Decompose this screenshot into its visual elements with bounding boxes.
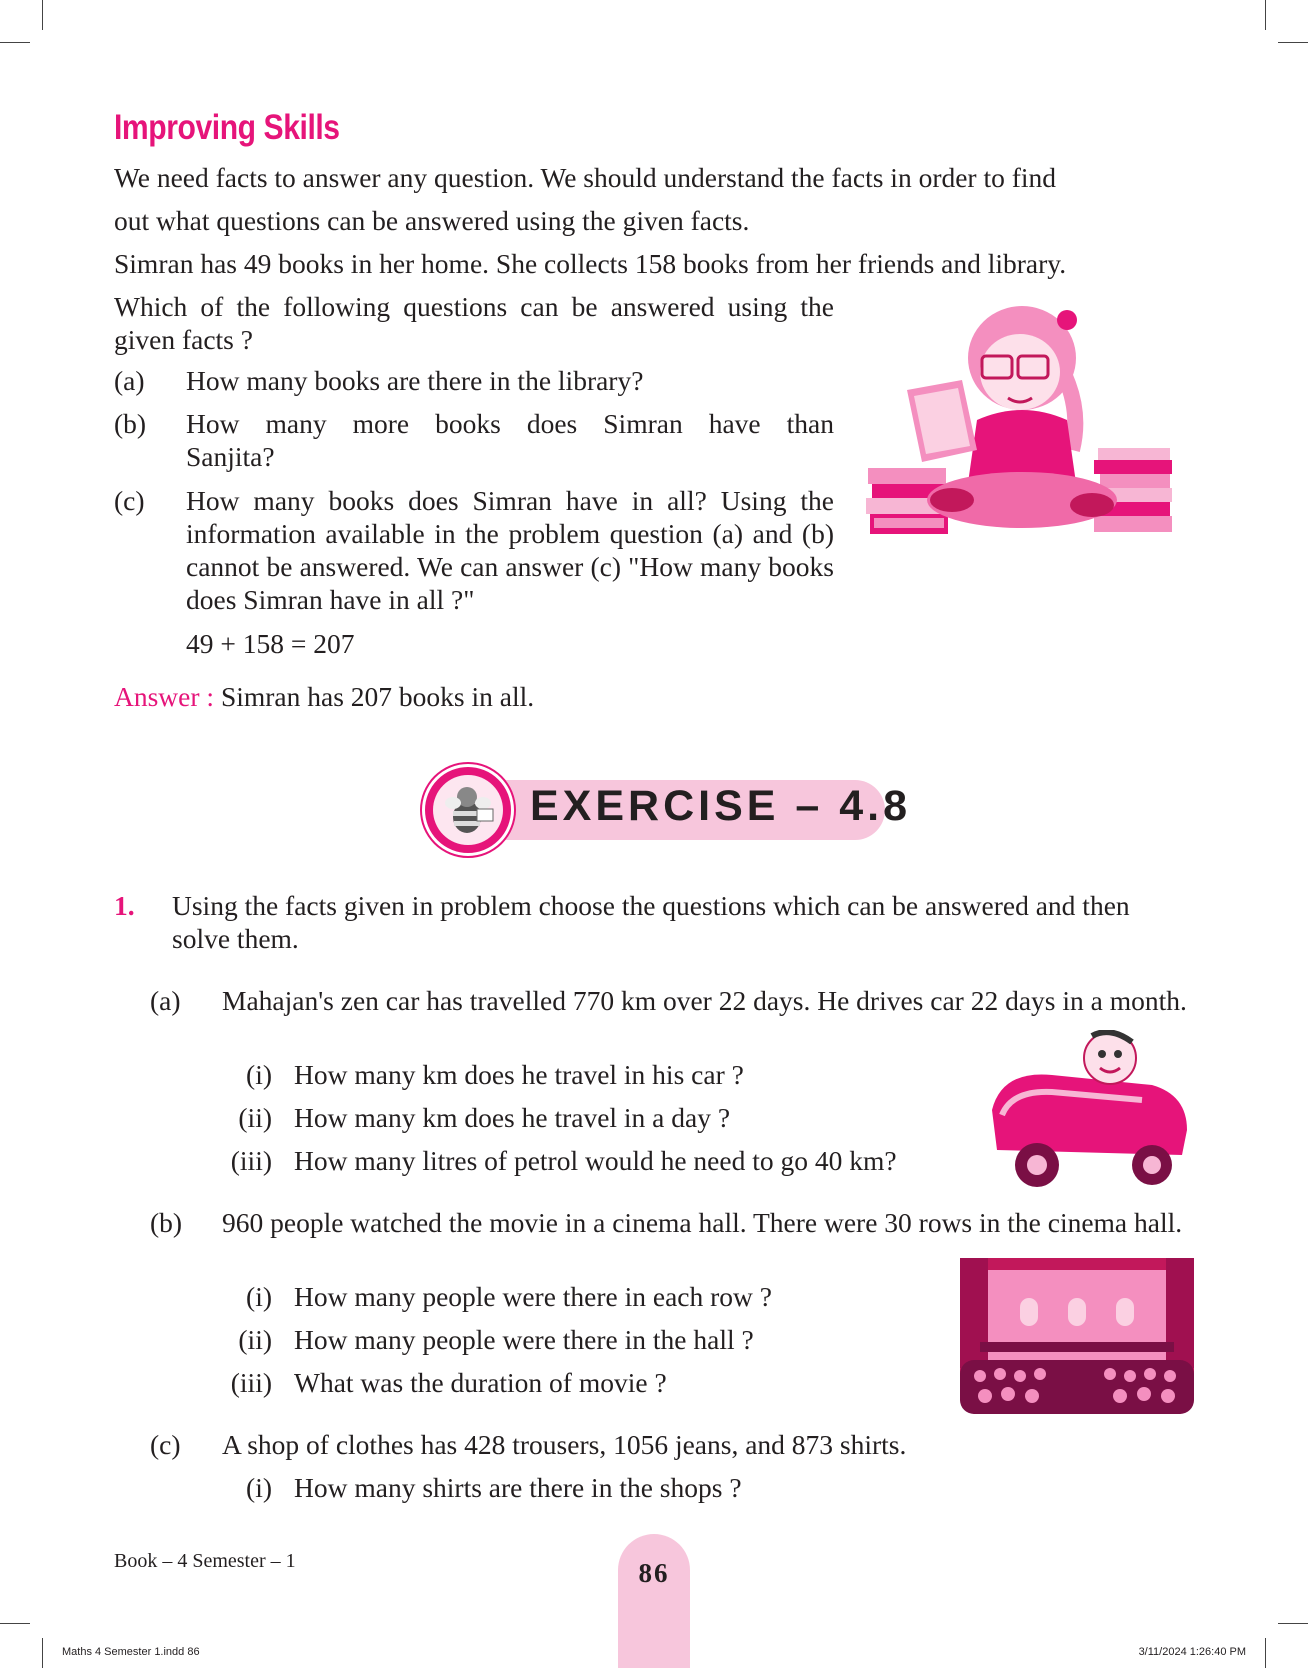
sub-text: How many people were there in each row ? bbox=[294, 1281, 772, 1312]
option-label: (b) bbox=[114, 408, 147, 439]
sub-label: (ii) bbox=[238, 1102, 272, 1133]
part-a bbox=[150, 984, 1194, 1017]
option-text: How many books are there in the library? bbox=[186, 365, 644, 396]
intro-line: Simran has 49 books in her home. She collects 158 books from her friends and library. bbox=[114, 248, 1067, 279]
option-text: How many more books does Simran have than Sanjita? bbox=[186, 408, 834, 472]
sub-text: How many km does he travel in a day ? bbox=[294, 1102, 731, 1133]
part-b bbox=[150, 1206, 1194, 1239]
slug-left: Maths 4 Semester 1.indd 86 bbox=[62, 1646, 200, 1658]
exercise-title: EXERCISE – 4.8 bbox=[530, 782, 912, 830]
sub-label: (i) bbox=[246, 1281, 272, 1312]
answer-line bbox=[114, 680, 534, 713]
option-label: (a) bbox=[114, 365, 145, 396]
slug-right: 3/11/2024 1:26:40 PM bbox=[1138, 1646, 1246, 1658]
sub-label: (i) bbox=[246, 1059, 272, 1090]
part-text: Mahajan's zen car has travelled 770 km over 22 days. He drives car 22 days in a month. bbox=[222, 985, 1187, 1016]
sub-text: How many people were there in the hall ? bbox=[294, 1324, 754, 1355]
part-label: (b) bbox=[150, 1207, 183, 1238]
crop-mark bbox=[0, 42, 30, 43]
sub-label: (iii) bbox=[230, 1145, 272, 1176]
sub-label: (iii) bbox=[230, 1367, 272, 1398]
book-footer: Book – 4 Semester – 1 bbox=[114, 1550, 296, 1572]
question-text: Using the facts given in problem choose the questions which can be answered and then solve them. bbox=[172, 890, 1130, 954]
girl-reading-books-illustration bbox=[862, 300, 1182, 540]
sub-question bbox=[222, 1058, 744, 1091]
option-c bbox=[114, 484, 834, 616]
crop-mark bbox=[1265, 0, 1266, 30]
sub-text: How many litres of petrol would he need to go 40 km? bbox=[294, 1145, 897, 1176]
option-b bbox=[114, 407, 834, 473]
cinema-hall-illustration bbox=[960, 1258, 1194, 1414]
sub-question bbox=[222, 1101, 730, 1134]
sub-label: (ii) bbox=[238, 1324, 272, 1355]
part-text: A shop of clothes has 428 trousers, 1056 jeans, and 873 shirts. bbox=[222, 1429, 907, 1460]
question-1 bbox=[114, 889, 1194, 955]
option-text: How many books does Simran have in all? Using the information available in the problem question (a) and (b) cannot be answered. We can answer (c) "How many books does Simran have in all ?" bbox=[186, 485, 834, 615]
sub-text: How many shirts are there in the shops ? bbox=[294, 1472, 742, 1503]
part-c bbox=[150, 1428, 1194, 1461]
bee-icon bbox=[439, 781, 499, 841]
equation: 49 + 158 = 207 bbox=[186, 628, 355, 659]
crop-mark bbox=[1265, 1638, 1266, 1668]
exercise-badge bbox=[422, 764, 514, 856]
part-text: 960 people watched the movie in a cinema hall. There were 30 rows in the cinema hall. bbox=[222, 1207, 1183, 1238]
answer-text: Simran has 207 books in all. bbox=[220, 681, 535, 712]
sub-question bbox=[222, 1471, 742, 1504]
intro-paragraph bbox=[114, 156, 1194, 285]
page-tab bbox=[618, 1534, 690, 1668]
part-label: (a) bbox=[150, 985, 181, 1016]
crop-mark bbox=[1278, 1623, 1308, 1624]
sub-text: How many km does he travel in his car ? bbox=[294, 1059, 744, 1090]
answer-label: Answer : bbox=[114, 681, 215, 712]
option-a bbox=[114, 364, 834, 397]
sub-label: (i) bbox=[246, 1472, 272, 1503]
crop-mark bbox=[42, 1638, 43, 1668]
option-label: (c) bbox=[114, 485, 145, 516]
sub-text: What was the duration of movie ? bbox=[294, 1367, 667, 1398]
sub-question bbox=[222, 1323, 754, 1356]
section-heading: Improving Skills bbox=[114, 108, 340, 147]
sub-question bbox=[222, 1280, 772, 1313]
part-label: (c) bbox=[150, 1429, 181, 1460]
crop-mark bbox=[0, 1623, 30, 1624]
crop-mark bbox=[42, 0, 43, 30]
page-number: 86 bbox=[638, 1558, 670, 1588]
intro-line: We need facts to answer any question. We should understand the facts in order to find bbox=[114, 162, 1057, 193]
car-illustration bbox=[982, 1030, 1192, 1196]
sub-question bbox=[222, 1366, 667, 1399]
question-prompt: Which of the following questions can be answered using the given facts ? bbox=[114, 291, 834, 355]
sub-question bbox=[222, 1144, 897, 1177]
question-number: 1. bbox=[114, 890, 135, 921]
crop-mark bbox=[1278, 42, 1308, 43]
intro-line: out what questions can be answered using the given facts. bbox=[114, 205, 750, 236]
